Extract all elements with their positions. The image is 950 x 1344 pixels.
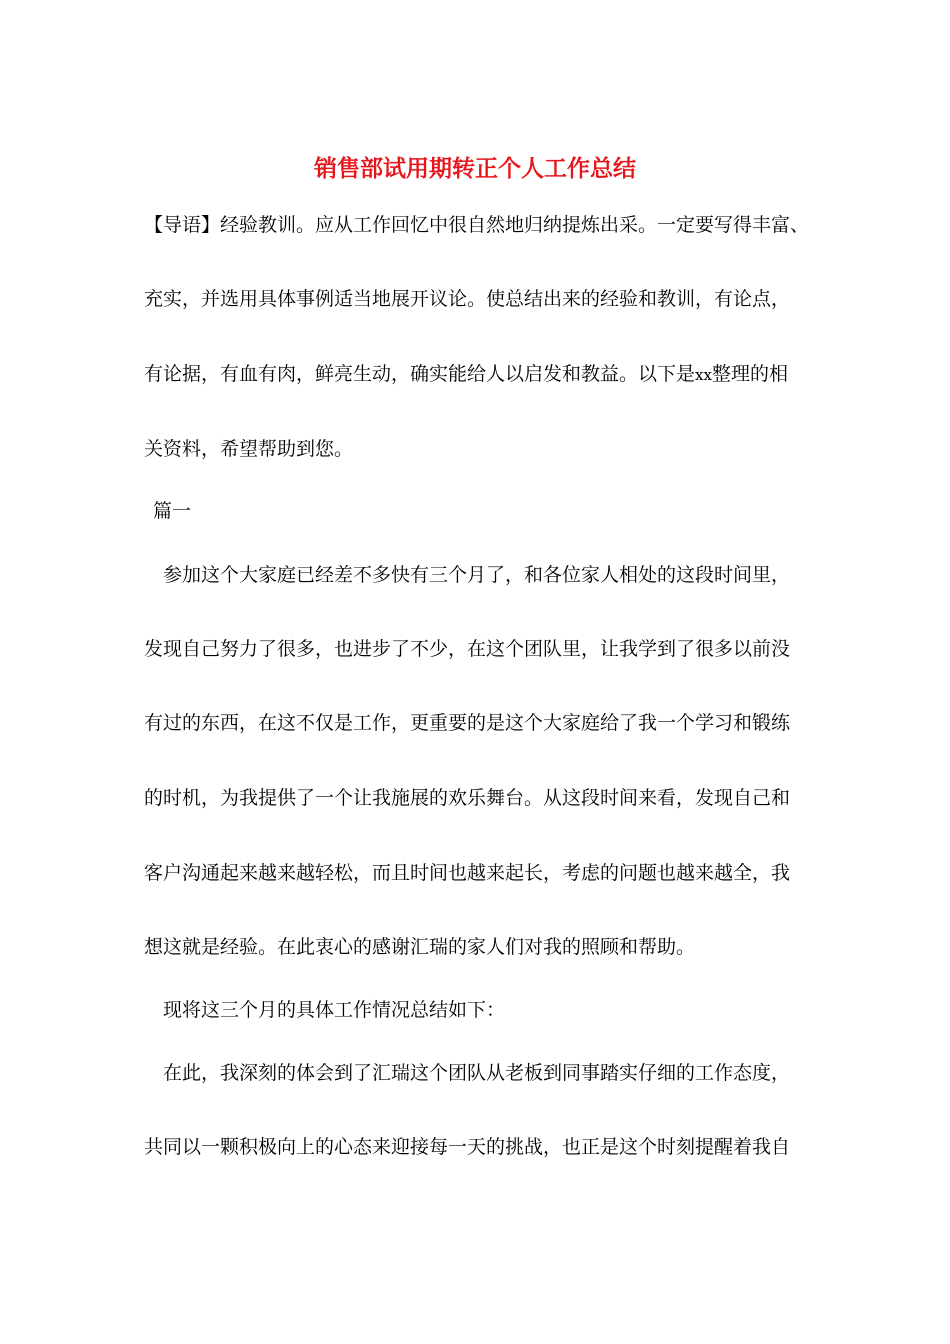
summary-intro-line: 现将这三个月的具体工作情况总结如下： — [163, 999, 506, 1021]
body-line-4: 的时机，为我提供了一个让我施展的欢乐舞台。从这段时间来看，发现自己和 — [144, 787, 791, 809]
body-line-7: 在此，我深刻的体会到了汇瑞这个团队从老板到同事踏实仔细的工作态度， — [163, 1062, 791, 1084]
intro-line-4: 关资料，希望帮助到您。 — [144, 438, 354, 460]
intro-line-3 — [144, 361, 788, 388]
document-title: 销售部试用期转正个人工作总结 — [314, 156, 636, 182]
intro-line-1: 【导语】经验教训。应从工作回忆中很自然地归纳提炼出采。一定要写得丰富、 — [144, 214, 810, 236]
body-line-3: 有过的东西，在这不仅是工作，更重要的是这个大家庭给了我一个学习和锻练 — [144, 712, 791, 734]
body-line-5: 客户沟通起来越来越轻松，而且时间也越来起长，考虑的问题也越来越全，我 — [144, 862, 791, 884]
body-line-6: 想这就是经验。在此衷心的感谢汇瑞的家人们对我的照顾和帮助。 — [144, 936, 696, 958]
intro-line-3-text-a: 有论据，有血有肉，鲜亮生动，确实能给人以启发和教益。以下是 — [144, 363, 696, 385]
intro-line-3-text-b: 整理的相 — [711, 363, 788, 385]
intro-line-2: 充实，并选用具体事例适当地展开议论。使总结出来的经验和教训，有论点， — [144, 288, 791, 310]
section-heading: 篇一 — [153, 500, 192, 522]
body-line-1: 参加这个大家庭已经差不多快有三个月了，和各位家人相处的这段时间里， — [163, 564, 791, 586]
body-line-2: 发现自己努力了很多，也进步了不少，在这个团队里，让我学到了很多以前没 — [144, 638, 791, 660]
intro-line-3-placeholder: xx — [695, 366, 712, 384]
body-line-8: 共同以一颗积极向上的心态来迎接每一天的挑战，也正是这个时刻提醒着我自 — [144, 1136, 791, 1158]
